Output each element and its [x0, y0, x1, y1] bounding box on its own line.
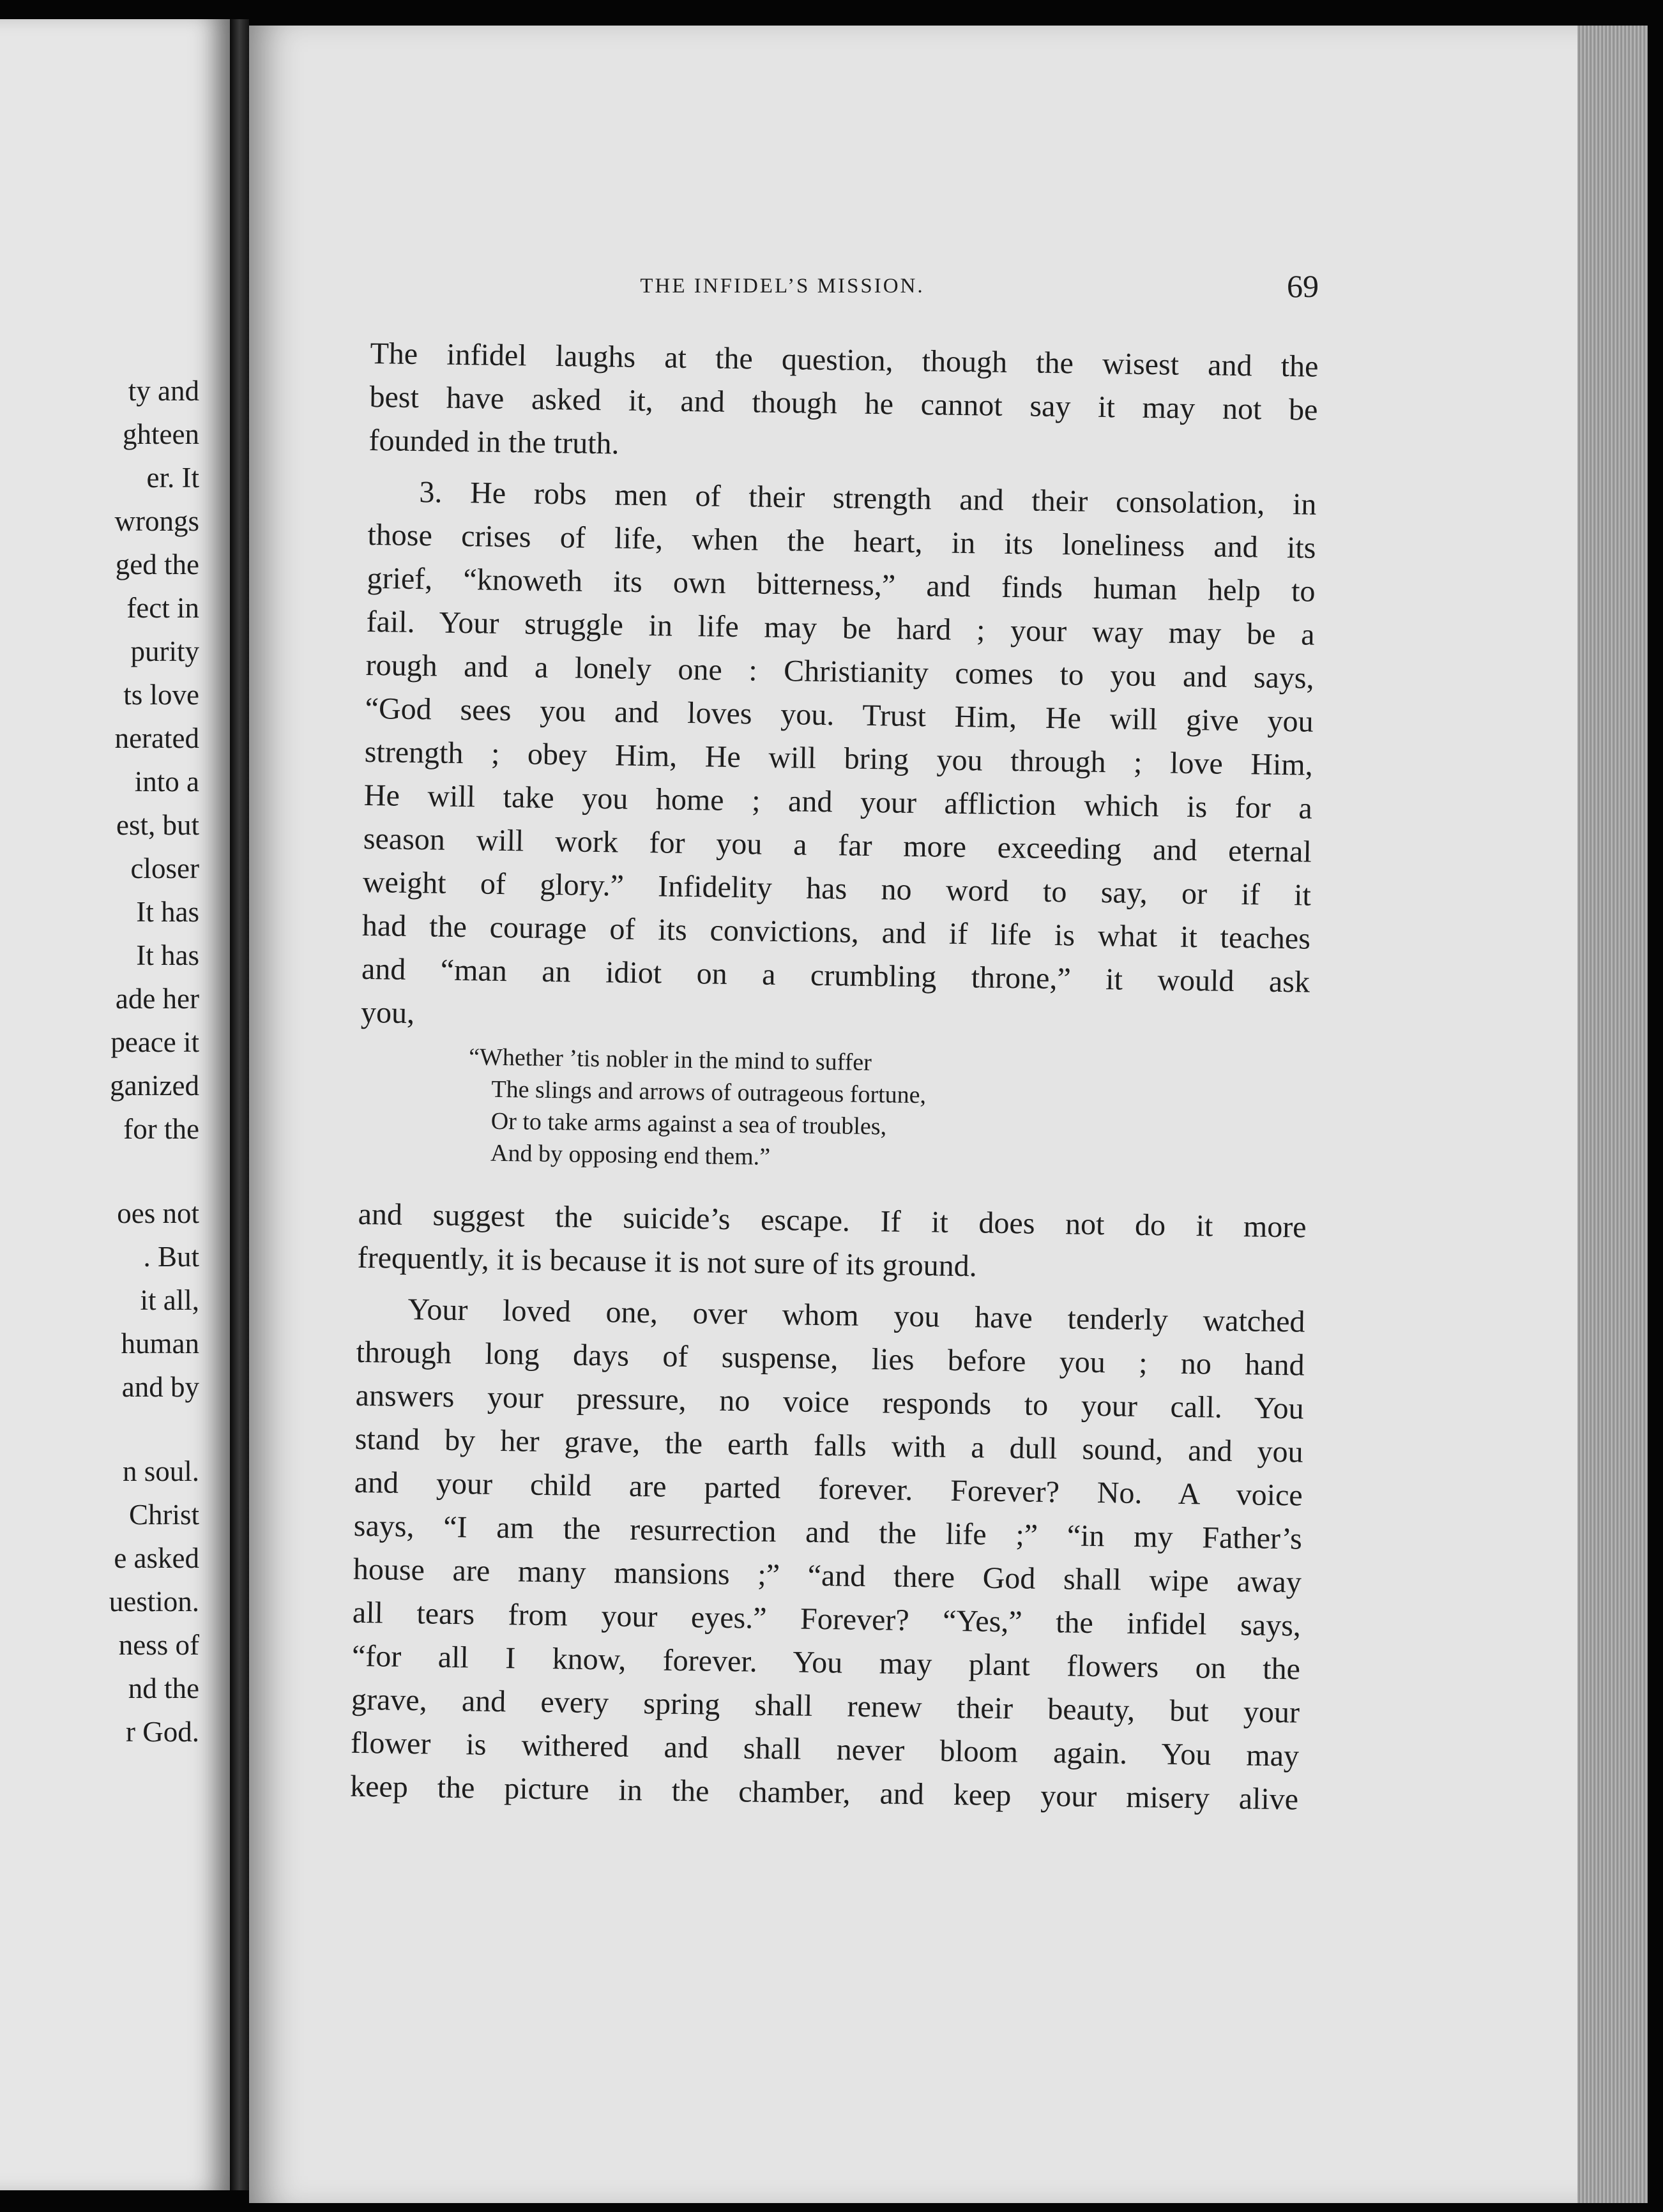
left-page-line: ganized — [110, 1070, 199, 1102]
text-line: rough and a lonely one : Christianity comes to you and says, — [365, 648, 1314, 695]
left-page-line: nd the — [128, 1672, 199, 1704]
text-line: grief, “knoweth its own bitterness,” and finds human help to — [367, 561, 1316, 609]
verse-line: “Whether ’tis nobler in the mind to suffer — [468, 1043, 872, 1077]
left-page-line: peace it — [110, 1026, 199, 1058]
left-page-line: er. It — [146, 462, 199, 494]
left-page-line: ade her — [115, 983, 199, 1015]
text-line: house are many mansions ;” “and there God shall wipe away — [353, 1552, 1302, 1600]
verse-line: And by opposing end them.” — [490, 1139, 771, 1170]
left-page-line: closer — [130, 852, 199, 884]
left-page-line: ged the — [115, 549, 199, 580]
text-line: Your loved one, over whom you have tenderly watched — [407, 1292, 1305, 1339]
left-page-line: into a — [134, 766, 199, 798]
book-gutter — [230, 19, 249, 2190]
text-line: grave, and every spring shall renew their beauty, but your — [351, 1682, 1300, 1730]
text-line: “God sees you and loves you. Trust Him, He will give you — [365, 691, 1314, 739]
text-line: had the courage of its convictions, and if life is what it teaches — [361, 908, 1311, 956]
left-page — [0, 19, 230, 2190]
text-line: frequently, it is because it is not sure of its ground. — [357, 1240, 978, 1284]
left-page-line: fect in — [126, 592, 199, 624]
left-page-line: wrongs — [114, 505, 199, 537]
left-page-line: oes not — [117, 1197, 199, 1229]
left-page-line: Christ — [128, 1499, 199, 1531]
text-line: all tears from your eyes.” Forever? “Yes,” the infidel says, — [352, 1595, 1302, 1643]
verse-quotation — [467, 1036, 1309, 1206]
text-line: weight of glory.” Infidelity has no word to say, or if it — [362, 865, 1312, 913]
verse-line: Or to take arms against a sea of troubles, — [490, 1107, 887, 1140]
left-page-line: nerated — [114, 722, 199, 754]
left-page-text — [109, 369, 199, 1754]
text-line: through long days of suspense, lies before you ; no hand — [356, 1335, 1305, 1382]
text-line: founded in the truth. — [368, 423, 619, 461]
left-page-line: n soul. — [122, 1455, 199, 1487]
left-page-line: est, but — [116, 809, 199, 841]
text-line: you, — [360, 995, 415, 1031]
text-line: The infidel laughs at the question, though the wisest and the — [370, 336, 1319, 384]
left-page-line: ghteen — [123, 418, 199, 450]
text-line: and suggest the suicide’s escape. If it does not do it more — [358, 1197, 1307, 1245]
left-page-line: r God. — [126, 1716, 199, 1748]
text-line: and “man an idiot on a crumbling throne,” it would ask — [361, 951, 1310, 999]
text-line: season will work for you a far more exceeding and eternal — [363, 821, 1312, 869]
left-page-line: human — [121, 1328, 199, 1360]
text-line: strength ; obey Him, He will bring you through ; love Him, — [364, 734, 1314, 782]
left-page-line: ty and — [128, 375, 199, 407]
body-text — [350, 332, 1319, 1822]
running-title: THE INFIDEL’S MISSION. — [640, 275, 925, 298]
left-page-line: ts love — [123, 679, 199, 711]
page-edge — [1577, 26, 1648, 2203]
text-line: stand by her grave, the earth falls with a dull sound, and you — [354, 1421, 1304, 1469]
text-line: and your child are parted forever. Forever? No. A voice — [354, 1465, 1303, 1513]
left-page-line: for the — [123, 1113, 199, 1145]
left-page-line: and by — [121, 1371, 199, 1403]
text-line: those crises of life, when the heart, in its loneliness and its — [367, 517, 1316, 565]
left-page-line: ness of — [118, 1629, 199, 1661]
text-line: answers your pressure, no voice responds to your call. You — [355, 1378, 1304, 1426]
verse-line: The slings and arrows of outrageous fortune, — [491, 1075, 927, 1109]
text-line: “for all I know, forever. You may plant flowers on the — [351, 1639, 1301, 1686]
text-line: flower is withered and shall never bloom again. You may — [350, 1725, 1300, 1773]
text-line: He will take you home ; and your affliction which is for a — [363, 778, 1313, 826]
left-page-line: It has — [136, 896, 199, 928]
text-line: 3. He robs men of their strength and their consolation, in — [419, 475, 1317, 522]
left-page-line: It has — [136, 939, 199, 971]
left-page-line: uestion. — [109, 1586, 199, 1617]
left-page-line: e asked — [114, 1542, 199, 1574]
left-page-line: purity — [130, 635, 199, 667]
page-number: 69 — [1287, 268, 1319, 304]
text-line: fail. Your struggle in life may be hard ; your way may be a — [366, 604, 1315, 652]
left-page-line: . But — [143, 1241, 199, 1273]
running-head — [412, 263, 1319, 309]
left-page-line: it all, — [140, 1284, 199, 1316]
text-line: says, “I am the resurrection and the life ;” “in my Father’s — [353, 1508, 1303, 1556]
text-line: best have asked it, and though he cannot say it may not be — [369, 379, 1318, 427]
text-line: keep the picture in the chamber, and keep your misery alive — [349, 1769, 1299, 1817]
